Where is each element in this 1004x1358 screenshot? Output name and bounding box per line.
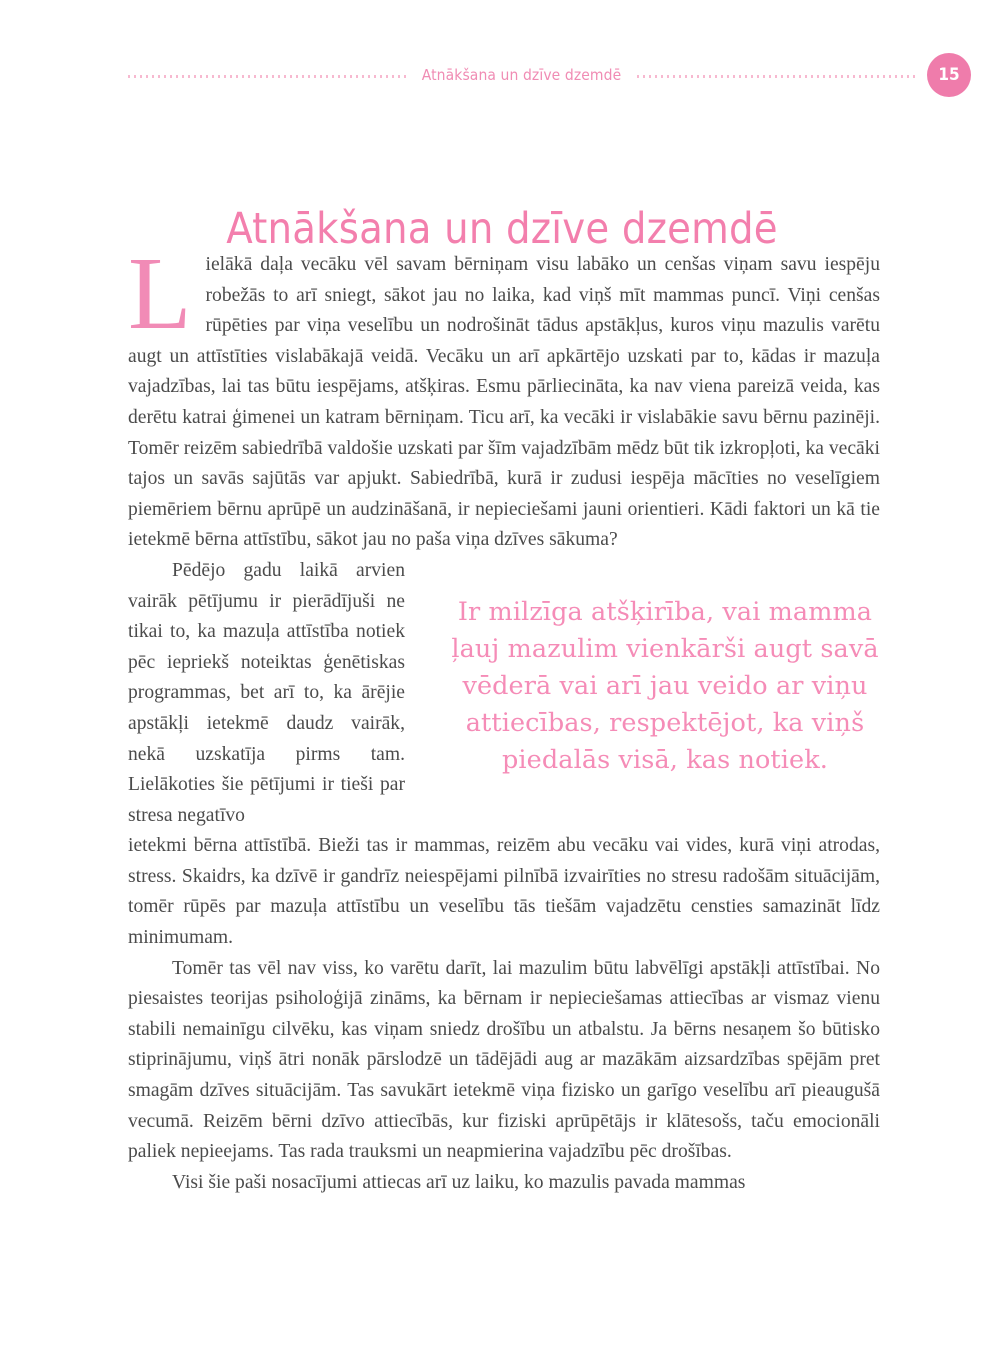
column-and-pullquote-block xyxy=(128,556,880,831)
article-body xyxy=(128,236,880,1198)
paragraph-opening xyxy=(128,236,880,556)
paragraph-final: Visi šie paši nosacījumi attiecas arī uz laiku, ko mazulis pavada mammas xyxy=(172,1171,746,1193)
paragraph-opening-text: ielākā daļa vecāku vēl savam bērniņam visu labāko un cenšas viņam savu iespēju robežās to arī sniegt, sākot jau no laika, kad viņš mīt mammas puncī. Viņi cenšas rūpēties par viņa veselību un nodrošināt tādus apstākļus, kuros viņu mazulis varētu augt un attīstīties vislabākajā veidā. Vecāku un arī apkārtējo uzskati par to, kādas ir mazuļa vajadzības, lai tas būtu iespējams, atšķiras. Esmu pārliecināta, ka nav viena pareizā veida, kas derētu katrai ģimenei un katram bērniņam. Ticu arī, ka vecāki ir vislabākie savu bērnu pazinēji. Tomēr reizēm sabiedrībā valdošie uzskati par šīm vajadzībām mēdz būt tik izkropļoti, ka vecāki tajos un savās sajūtās var apjukt. Sabiedrībā, kurā ir zudusi iespēja mācīties no veselīgiem piemēriem bērnu aprūpē un audzināšanā, ir nepieciešami jauni orientieri. Kādi faktori un kā tie ietekmē bērna attīstību, sākot jau no paša viņa dzīves sākuma? xyxy=(128,254,880,551)
narrow-column-text xyxy=(128,556,405,831)
header-dotted-rule-right xyxy=(637,75,915,78)
page-number-badge: 15 xyxy=(927,53,971,97)
paragraph-attachment-theory: Tomēr tas vēl nav viss, ko varētu darīt, lai mazulim būtu labvēlīgi apstākļi attīstībai. No piesaistes teorijas psiholoģijā zināms, ka bērnam ir nepieciešamas attiecības ar vismaz vienu stabili nemainīgu cilvēku, kas viņam sniedz drošību un atbalstu. Ja bērns nesaņem šo būtisko stiprinājumu, viņš ātri nonāk pārslodzē un tādējādi aug ar mazākām aizsardzības spējām pret smagām dzīves situācijām. Tas savukārt ietekmē viņa fizisko un garīgo veselību arī pieaugušā vecumā. Reizēm bērni dzīvo attiecībās, kur fiziski aprūpētājs ir klātesošs, taču emocionāli paliek nepieejams. Tas rada trauksmi un neapmierina vajadzību pēc drošības. xyxy=(128,957,880,1163)
page-title: Atnākšana un dzīve dzemdē xyxy=(226,203,778,254)
drop-cap: L xyxy=(128,236,192,351)
running-header-title: Atnākšana un dzīve dzemdē xyxy=(421,66,622,84)
paragraph-continued: ietekmi bērna attīstībā. Bieži tas ir mammas, reizēm abu vecāku vai vides, kurā viņi atrodas, stress. Skaidrs, ka dzīvē ir gandrīz neiespējami pilnībā izvairīties no stresu radošām situācijām, tomēr rūpēs par mazuļa attīstību un veselību tās tiešām vajadzētu censties samazināt līdz minimumam. xyxy=(128,835,880,949)
running-header xyxy=(0,55,1004,95)
pull-quote: Ir milzīga atšķirība, vai mamma ļauj mazulim vienkārši augt savā vēderā vai arī jau veido ar viņu attiecības, respektējot, ka viņš piedalās visā, kas notiek. xyxy=(451,596,879,775)
paragraph-column: Pēdējo gadu laikā arvien vairāk pētījumu ir pierādījuši ne tikai to, ka mazuļa attīstība notiek pēc iepriekš noteiktas ģenētiskas programmas, bet arī to, ka ārējie apstākļi ietekmē daudz vairāk, nekā uzskatīja pirms tam. Lielākoties šie pētījumi ir tieši par stresa negatīvo xyxy=(128,559,405,826)
header-dotted-rule-left xyxy=(128,75,406,78)
